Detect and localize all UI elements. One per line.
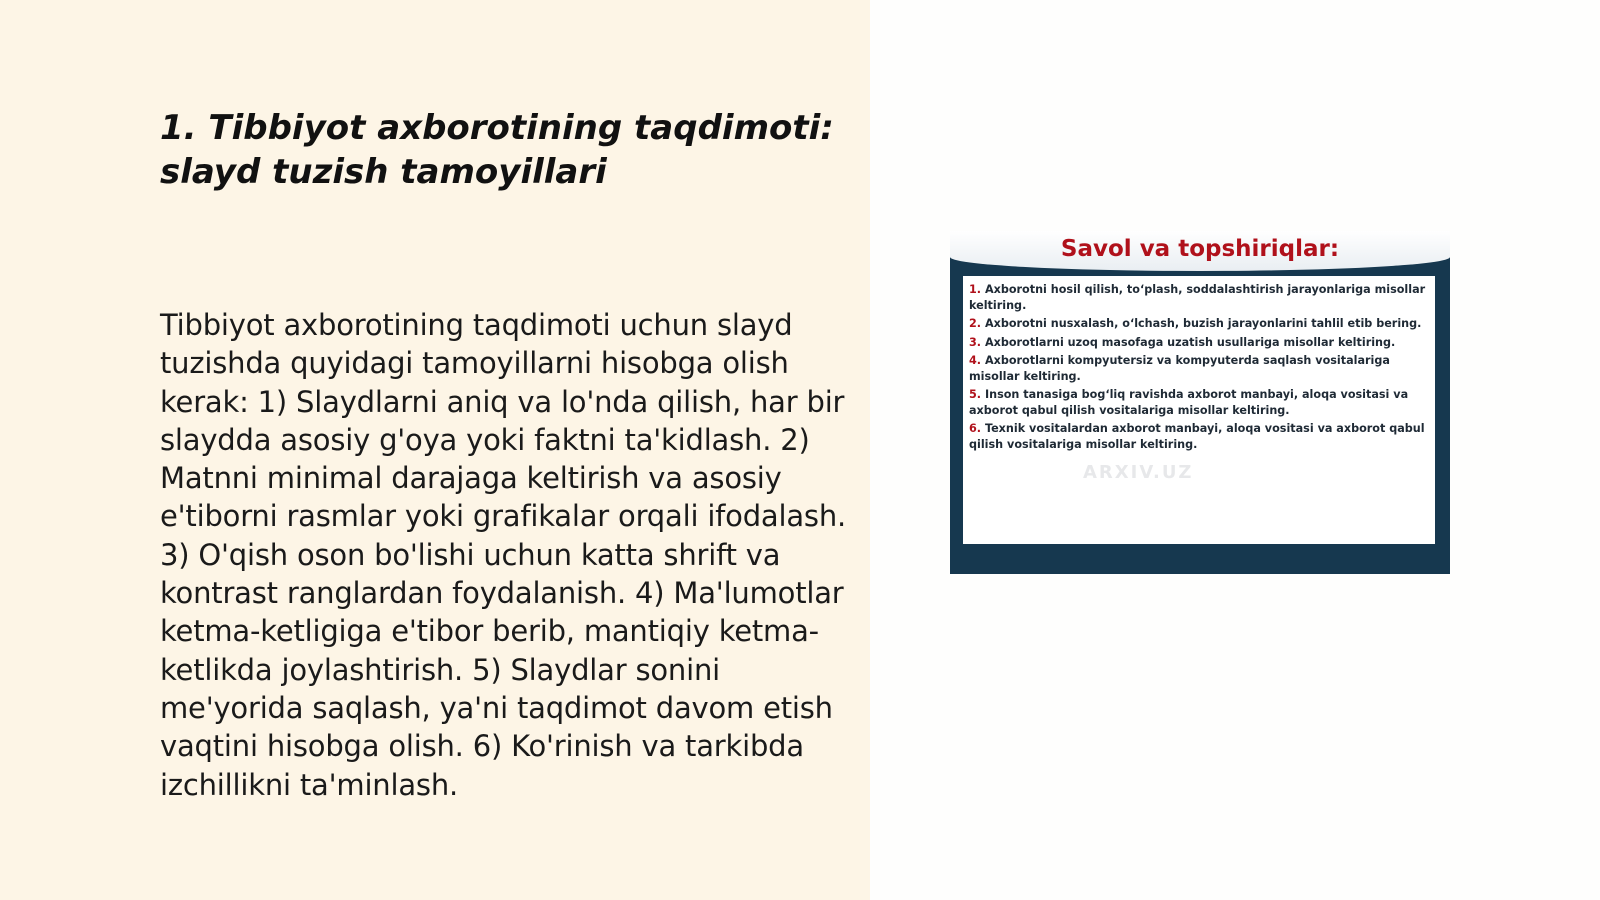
slide-body-text: Tibbiyot axborotining taqdimoti uchun slayd tuzishda quyidagi tamoyillarni hisobga olish kerak: 1) Slaydlarni aniq va lo'nda qilish, har bir slaydda asosiy g'oya yoki faktni ta'kidlash. 2) Matnni minimal darajaga keltirish va asosiy e'tiborni rasmlar yoki grafikalar orqali ifodalash. 3) O'qish oson bo'lishi uchun katta shrift va kontrast ranglardan foydalanish. 4) Ma'lumotlar ketma-ketligiga e'tibor berib, mantiqiy ketma-ketlikda joylashtirish. 5) Slaydlar sonini me'yorida saqlash, ya'ni taqdimot davom etish vaqtini hisobga olish. 6) Ko'rinish va tarkibda izchillikni ta'minlash. [160,308,847,802]
question-number: 3. [969,335,982,349]
question-text: Inson tanasiga bog‘liq ravishda axborot manbayi, aloqa vositasi va axborot qabul qilish vositalariga misollar keltiring. [969,388,1409,417]
question-text: Axborotlarni kompyutersiz va kompyuterda saqlash vositalariga misollar keltiring. [969,354,1390,383]
questions-image [950,231,1450,574]
question-text: Texnik vositalardan axborot manbayi, aloqa vositasi va axborot qabul qilish vositalariga misollar keltiring. [969,422,1425,451]
image-title: Savol va topshiriqlar: [1060,236,1340,262]
question-text: Axborotni nusxalash, o‘lchash, buzish jarayonlarini tahlil etib bering. [984,317,1422,330]
question-item [969,316,1429,332]
slide-title: 1. Tibbiyot axborotining taqdimoti: slayd tuzish tamoyillari [160,108,834,192]
question-text: Axborotlarni uzoq masofaga uzatish usullariga misollar keltiring. [984,335,1396,349]
questions-card [963,276,1435,544]
question-item [969,387,1429,418]
question-number: 5. [969,388,982,401]
question-item [969,282,1429,313]
question-item [969,353,1429,384]
question-text: Axborotni hosil qilish, to‘plash, soddalashtirish jarayonlariga misollar keltiring. [969,283,1426,312]
question-item [969,335,1429,351]
question-item [969,421,1429,452]
questions-list [969,282,1429,452]
watermark: ARXIV.UZ [1083,462,1194,483]
question-number: 2. [969,317,982,330]
question-number: 4. [969,354,982,367]
question-number: 6. [969,422,982,435]
question-number: 1. [969,283,982,296]
